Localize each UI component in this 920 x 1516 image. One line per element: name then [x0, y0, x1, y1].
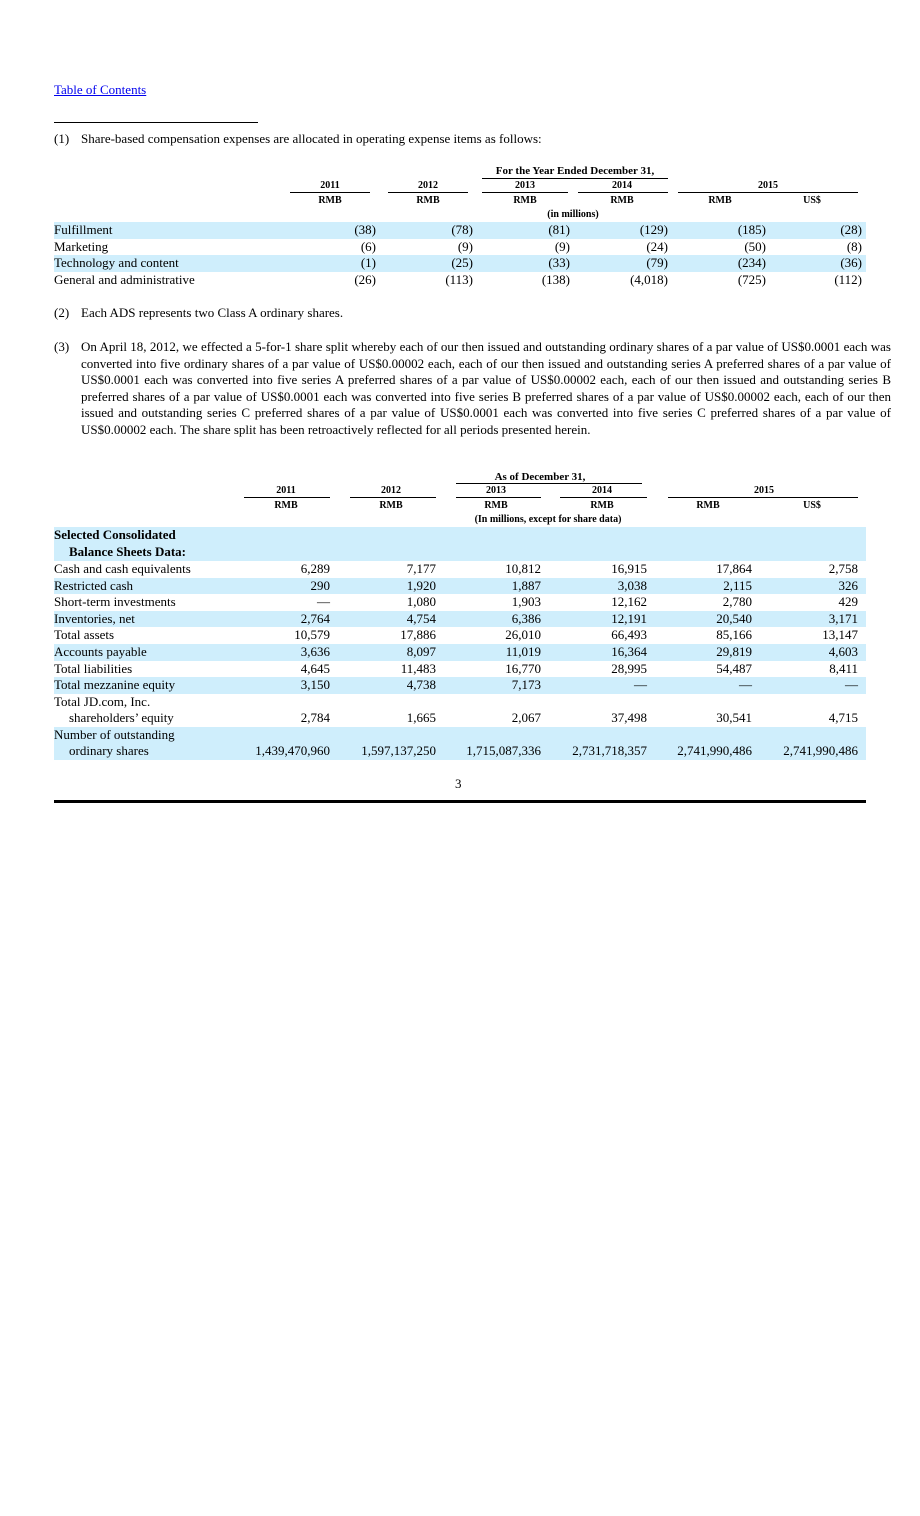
row-value: 2,780 [722, 594, 752, 610]
row-value: (26) [354, 271, 376, 287]
row-label: Accounts payable [54, 644, 147, 659]
note-2-number: (2) [54, 305, 70, 320]
header-underline [350, 497, 436, 498]
header-underline [388, 192, 468, 193]
row-value: 85,166 [716, 627, 752, 643]
row-value: 3,636 [300, 644, 330, 659]
row-value: (78) [451, 222, 473, 237]
row-value: 7,177 [406, 561, 436, 576]
row-value: 11,019 [505, 644, 541, 659]
currency-header: RMB [484, 500, 508, 511]
row-value: 12,162 [611, 594, 647, 610]
row-label: shareholders’ equity [69, 709, 174, 725]
row-value: — [845, 677, 858, 693]
row-value: 37,498 [611, 709, 647, 725]
section-title: Selected Consolidated [54, 527, 176, 542]
row-label: Inventories, net [54, 610, 135, 626]
year-header-2015: 2015 [758, 180, 778, 191]
row-value: 10,579 [294, 627, 330, 643]
year-header-2013: 2013 [515, 180, 535, 191]
row-label: Cash and cash equivalents [54, 561, 191, 576]
row-value: 29,819 [716, 644, 752, 659]
row-value: (6) [360, 238, 376, 254]
row-value: 326 [838, 577, 858, 593]
year-header-2011: 2011 [320, 180, 340, 191]
row-value: 2,764 [300, 610, 330, 626]
section-title: Balance Sheets Data: [69, 544, 186, 559]
row-value: 2,115 [723, 577, 752, 593]
year-header-2014: 2014 [612, 180, 632, 191]
row-value: 2,741,990,486 [783, 742, 858, 758]
row-value: 4,754 [406, 610, 436, 626]
row-value: 429 [838, 594, 858, 610]
note-2 [54, 305, 874, 322]
currency-header: RMB [610, 195, 634, 206]
row-value: 3,038 [617, 577, 647, 593]
header-underline [482, 192, 568, 193]
row-value: 1,903 [511, 594, 541, 610]
row-value: (1) [360, 255, 376, 270]
row-value: 17,864 [716, 561, 752, 576]
row-value: 1,887 [511, 577, 541, 593]
row-value: 12,191 [611, 610, 647, 626]
row-value: 290 [310, 577, 330, 593]
row-label: Short-term investments [54, 594, 176, 610]
row-label: General and administrative [54, 271, 195, 287]
row-value: (725) [737, 271, 766, 287]
row-value: 1,080 [406, 594, 436, 610]
row-value: (24) [646, 238, 668, 254]
currency-header: RMB [274, 500, 298, 511]
row-value: 2,758 [828, 561, 858, 576]
row-value: 4,715 [828, 709, 858, 725]
year-header: 2011 [276, 485, 296, 496]
currency-header: RMB [416, 195, 440, 206]
row-label: Technology and content [54, 255, 179, 270]
page-number: 3 [455, 776, 462, 791]
header-underline [290, 192, 370, 193]
note-1-number: (1) [54, 131, 70, 146]
row-value: — [634, 677, 647, 693]
period-header: As of December 31, [494, 471, 586, 483]
header-underline [456, 497, 541, 498]
row-value: 1,920 [406, 577, 436, 593]
row-value: 2,067 [511, 709, 541, 725]
footnote-divider [54, 122, 258, 123]
period-header: For the Year Ended December 31, [495, 165, 655, 177]
row-value: (234) [737, 255, 766, 270]
row-value: (129) [639, 222, 668, 237]
row-value: (9) [457, 238, 473, 254]
row-value: 28,995 [611, 660, 647, 676]
currency-header: RMB [318, 195, 342, 206]
row-value: 3,171 [828, 610, 858, 626]
row-value: 1,439,470,960 [255, 742, 330, 758]
row-value: (33) [548, 255, 570, 270]
row-value: 1,715,087,336 [466, 742, 541, 758]
header-underline [668, 497, 858, 498]
row-value: 4,645 [300, 660, 330, 676]
row-label: Number of outstanding [54, 726, 175, 742]
row-label: Total assets [54, 627, 115, 643]
row-value: 17,886 [400, 627, 436, 643]
row-value: (81) [548, 222, 570, 237]
currency-header: RMB [696, 500, 720, 511]
row-label: Total liabilities [54, 660, 133, 676]
row-value: (25) [451, 255, 473, 270]
note-3-text: On April 18, 2012, we effected a 5-for-1 share split whereby each of our then issued and outstanding ordinary shares of a par value of US$0.0001 each was converted into five ordinary shares of a par value of US$0.00002 each, each of our then issued and outstanding series A preferred shares of a par value of US$0.0001 each was converted into five series A preferred shares of a par value of US$0.00002 each, each of our then issued and outstanding series B preferred shares of a par value of US$0.0001 each was converted into five series B preferred shares of a par value of US$0.00002 each, each of our then issued and outstanding series C preferred shares of a par value of US$0.0001 each was converted into five series C preferred shares of a par value of US$0.00002 each. The share split has been retroactively reflected for all periods presented herein. [81, 339, 891, 437]
row-value: 54,487 [716, 660, 752, 676]
row-value: 4,603 [828, 644, 858, 659]
header-underline [578, 192, 668, 193]
note-1-text: Share-based compensation expenses are allocated in operating expense items as follows: [81, 131, 542, 146]
row-value: (4,018) [630, 271, 668, 287]
row-value: 13,147 [822, 627, 858, 643]
row-label: ordinary shares [69, 742, 149, 758]
row-value: 1,665 [406, 709, 436, 725]
header-underline [560, 497, 647, 498]
row-value: (138) [541, 271, 570, 287]
table-of-contents-link[interactable]: Table of Contents [54, 82, 147, 97]
year-header: 2014 [592, 485, 612, 496]
year-header: 2013 [486, 485, 506, 496]
note-3 [54, 339, 891, 459]
row-value: (9) [554, 238, 570, 254]
row-value: 30,541 [716, 709, 752, 725]
row-label: Marketing [54, 238, 109, 254]
year-header: 2015 [754, 485, 774, 496]
header-underline [678, 192, 858, 193]
row-value: 66,493 [611, 627, 647, 643]
row-value: 16,770 [505, 660, 541, 676]
row-value: 8,411 [829, 660, 858, 676]
currency-header: RMB [708, 195, 732, 206]
row-value: 2,741,990,486 [677, 742, 752, 758]
row-value: (36) [840, 255, 862, 270]
currency-header: US$ [803, 195, 821, 206]
unit-header: (In millions, except for share data) [474, 514, 622, 525]
row-label: Fulfillment [54, 222, 113, 237]
note-2-text: Each ADS represents two Class A ordinary shares. [81, 305, 344, 320]
row-value: (50) [744, 238, 766, 254]
row-value: (185) [737, 222, 766, 237]
row-value: 3,150 [300, 677, 330, 693]
row-value: 16,364 [611, 644, 647, 659]
row-value: (112) [834, 271, 862, 287]
page-bottom-rule [54, 800, 866, 803]
row-value: 4,738 [406, 677, 436, 693]
row-label: Total JD.com, Inc. [54, 693, 151, 709]
row-value: (38) [354, 222, 376, 237]
row-value: 8,097 [406, 644, 436, 659]
year-header-2012: 2012 [418, 180, 438, 191]
note-3-number: (3) [54, 339, 70, 354]
year-header: 2012 [381, 485, 401, 496]
row-value: 20,540 [716, 610, 752, 626]
row-value: 7,173 [511, 677, 541, 693]
row-value: — [739, 677, 752, 693]
row-label: Restricted cash [54, 577, 134, 593]
header-underline [244, 497, 330, 498]
row-value: 2,784 [300, 709, 330, 725]
row-value: (79) [646, 255, 668, 270]
row-value: 16,915 [611, 561, 647, 576]
currency-header: RMB [513, 195, 537, 206]
currency-header: US$ [803, 500, 821, 511]
row-value: 2,731,718,357 [572, 742, 647, 758]
note-1 [54, 131, 874, 148]
row-value: (8) [846, 238, 862, 254]
header-underline [456, 483, 642, 484]
row-value: (113) [445, 271, 473, 287]
unit-header: (in millions) [547, 209, 599, 220]
row-value: — [317, 594, 330, 610]
row-value: 6,289 [300, 561, 330, 576]
row-value: 11,483 [400, 660, 436, 676]
currency-header: RMB [590, 500, 614, 511]
row-value: 6,386 [511, 610, 541, 626]
row-value: (28) [840, 222, 862, 237]
row-value: 1,597,137,250 [361, 742, 436, 758]
row-label: Total mezzanine equity [54, 677, 176, 693]
row-value: 10,812 [505, 561, 541, 576]
row-value: 26,010 [505, 627, 541, 643]
currency-header: RMB [379, 500, 403, 511]
